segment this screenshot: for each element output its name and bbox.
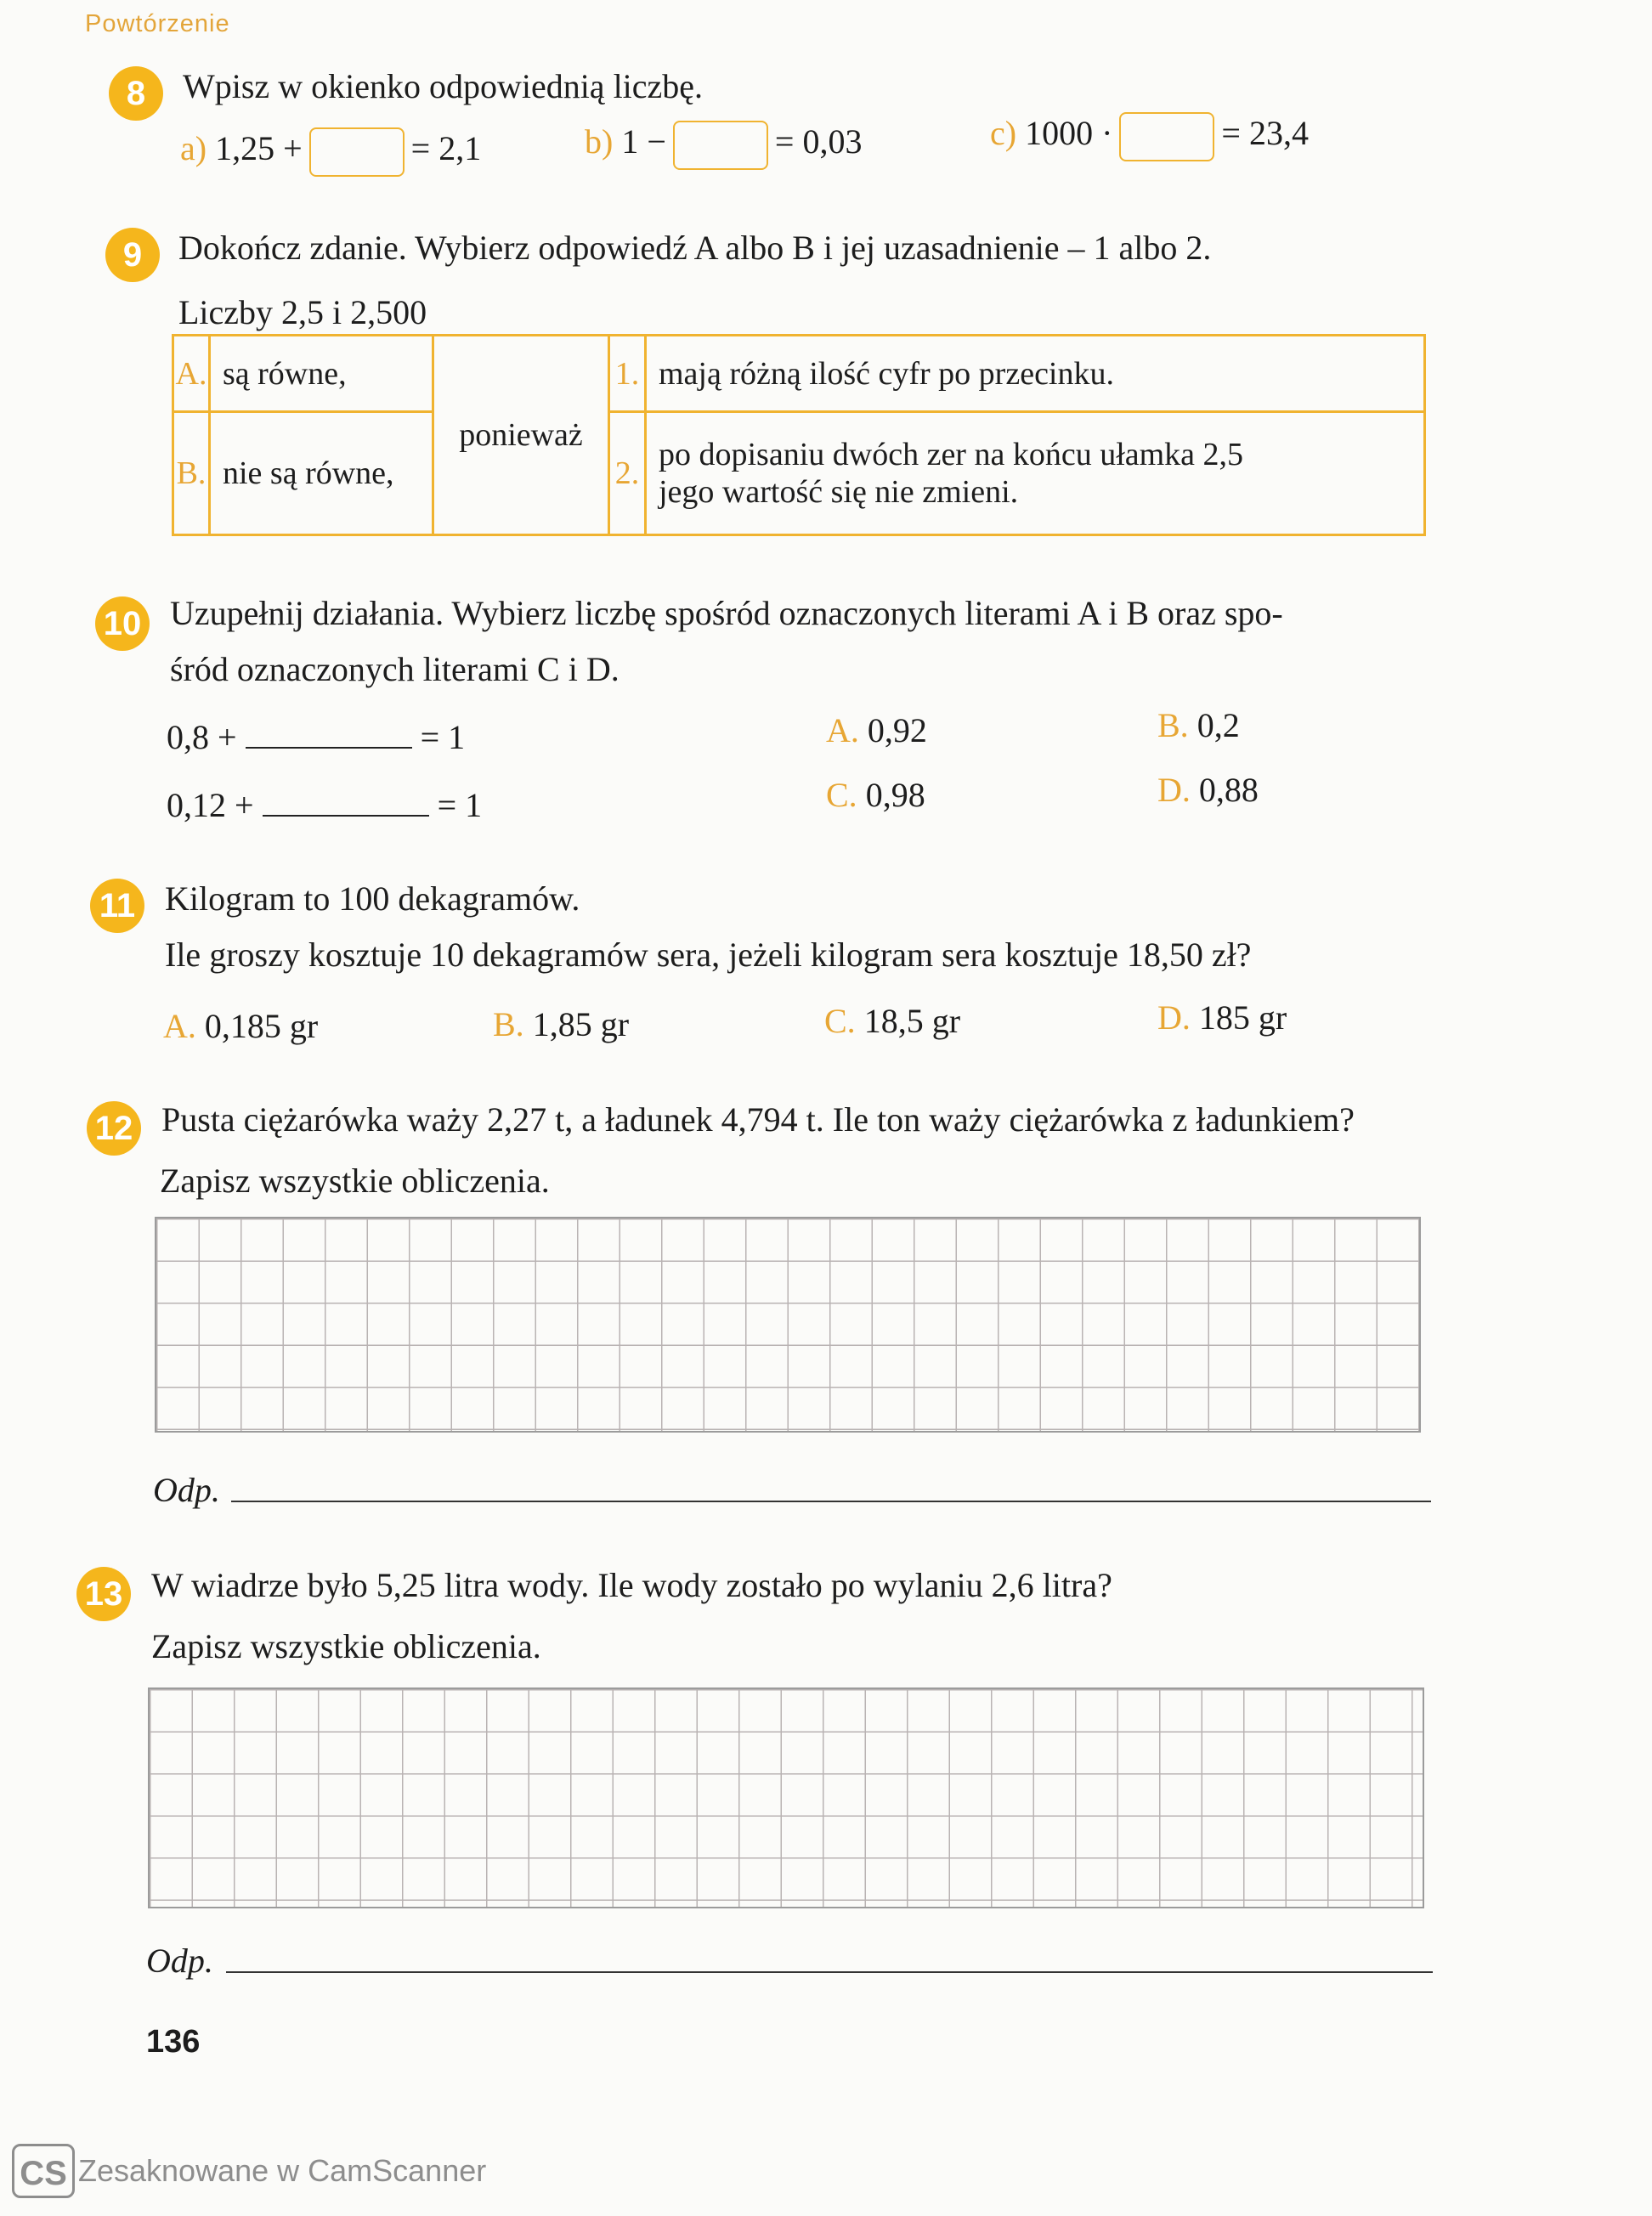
q9-because: ponieważ: [433, 336, 609, 535]
q11-option-d[interactable]: [1157, 998, 1287, 1038]
q11-option-c-label: C.: [824, 1002, 856, 1040]
q10-equation-2: [167, 785, 482, 826]
q8-a-left: 1,25 +: [215, 129, 303, 168]
q11-option-b[interactable]: [493, 1004, 629, 1045]
camscanner-text: Zesaknowane w CamScanner: [78, 2153, 487, 2188]
q8-b: [585, 121, 862, 170]
q12-line1: Pusta ciężarówka waży 2,27 t, a ładunek 4,794 t. Ile ton waży ciężarówka z ładunkiem?: [161, 1100, 1355, 1139]
q9-stem: Liczby 2,5 i 2,500: [178, 293, 427, 331]
task-number-11: 11: [90, 879, 144, 933]
q10-eq2-right: = 1: [437, 786, 483, 824]
q10-option-c-label: C.: [826, 776, 857, 814]
q8-a-answer-box[interactable]: [309, 127, 405, 177]
task-number-13: 13: [76, 1567, 131, 1621]
q10-option-b[interactable]: [1157, 705, 1240, 746]
q9-option-b-label[interactable]: B.: [173, 412, 210, 535]
q10-option-d[interactable]: [1157, 770, 1259, 811]
q13-line1: W wiadrze było 5,25 litra wody. Ile wody zostało po wylaniu 2,6 litra?: [151, 1566, 1112, 1604]
q8-b-right: = 0,03: [774, 122, 863, 161]
q10-option-b-label: B.: [1157, 706, 1189, 744]
q12-calculation-grid[interactable]: [155, 1217, 1421, 1433]
q11-option-c-value: 18,5 gr: [863, 1002, 961, 1040]
q8-c-left: 1000 ·: [1025, 114, 1113, 153]
q11-option-a-label: A.: [163, 1007, 196, 1045]
q10-option-c[interactable]: [826, 775, 925, 816]
q11-option-a-value: 0,185 gr: [204, 1007, 319, 1045]
q13-answer-label: Odp.: [146, 1942, 213, 1980]
q13-line2: Zapisz wszystkie obliczenia.: [151, 1627, 541, 1665]
q10-eq2-blank[interactable]: [263, 815, 429, 817]
q10-instruction-line2: śród oznaczonych literami C i D.: [170, 650, 620, 688]
task-number-12: 12: [87, 1101, 141, 1156]
task-number-10: 10: [95, 596, 150, 651]
q9-instruction: Dokończ zdanie. Wybierz odpowiedź A albo B i jej uzasadnienie – 1 albo 2.: [178, 229, 1212, 267]
q10-eq2-left: 0,12 +: [167, 786, 254, 824]
q10-option-b-value: 0,2: [1197, 706, 1240, 744]
q9-option-b-text[interactable]: nie są równe,: [210, 412, 433, 535]
q8-c-answer-box[interactable]: [1119, 112, 1214, 161]
q10-option-d-value: 0,88: [1198, 771, 1259, 809]
camscanner-logo-icon: CS: [12, 2144, 75, 2198]
q9-option-2-text[interactable]: [646, 412, 1425, 535]
q9-option-1-label[interactable]: 1.: [609, 336, 646, 412]
q13-answer-line[interactable]: [226, 1971, 1433, 1973]
q8-a-label: a): [180, 129, 207, 168]
q9-option-2-line1: po dopisaniu dwóch zer na końcu ułamka 2,5: [659, 437, 1244, 472]
q11-option-b-value: 1,85 gr: [532, 1005, 630, 1043]
task-number-9: 9: [105, 228, 160, 282]
camscanner-footer: [12, 2141, 486, 2201]
task-number-8: 8: [109, 66, 163, 121]
page-number: 136: [146, 2024, 201, 2060]
q10-option-d-label: D.: [1157, 771, 1191, 809]
q8-instruction: Wpisz w okienko odpowiednią liczbę.: [183, 67, 704, 105]
q8-c: [990, 112, 1309, 161]
q10-eq1-right: = 1: [420, 718, 466, 756]
q10-eq1-blank[interactable]: [246, 747, 412, 749]
q10-instruction-line1: Uzupełnij działania. Wybierz liczbę spośród oznaczonych literami A i B oraz spo-: [170, 594, 1283, 632]
q9-option-2-label[interactable]: 2.: [609, 412, 646, 535]
q9-choice-table: [172, 334, 1426, 536]
q8-b-label: b): [585, 122, 614, 161]
q8-b-answer-box[interactable]: [673, 121, 768, 170]
q10-equation-1: [167, 717, 465, 758]
q8-a: [180, 127, 481, 177]
q11-line2: Ile groszy kosztuje 10 dekagramów sera, jeżeli kilogram sera kosztuje 18,50 zł?: [165, 936, 1252, 974]
q8-b-left: 1 −: [621, 122, 666, 161]
q9-option-2-line2: jego wartość się nie zmieni.: [659, 474, 1019, 510]
q8-a-right: = 2,1: [410, 129, 482, 168]
section-header: Powtórzenie: [85, 10, 230, 37]
q11-line1: Kilogram to 100 dekagramów.: [165, 879, 580, 918]
q10-option-a-value: 0,92: [867, 711, 927, 749]
q11-option-d-label: D.: [1157, 998, 1191, 1037]
q12-answer-label: Odp.: [153, 1471, 220, 1509]
q8-c-label: c): [990, 114, 1017, 153]
q12-line2: Zapisz wszystkie obliczenia.: [160, 1162, 550, 1200]
q11-option-d-value: 185 gr: [1198, 998, 1287, 1037]
q9-option-a-text[interactable]: są równe,: [210, 336, 433, 412]
q11-option-a[interactable]: [163, 1006, 318, 1047]
q10-option-a-label: A.: [826, 711, 859, 749]
q11-option-b-label: B.: [493, 1005, 524, 1043]
q10-option-a[interactable]: [826, 710, 927, 751]
q12-answer-line[interactable]: [231, 1501, 1431, 1502]
q11-option-c[interactable]: [824, 1001, 960, 1042]
q13-calculation-grid[interactable]: [148, 1687, 1424, 1908]
q10-option-c-value: 0,98: [865, 776, 925, 814]
q10-eq1-left: 0,8 +: [167, 718, 237, 756]
q9-option-a-label[interactable]: A.: [173, 336, 210, 412]
q8-c-right: = 23,4: [1221, 114, 1309, 153]
q9-option-1-text[interactable]: mają różną ilość cyfr po przecinku.: [646, 336, 1425, 412]
